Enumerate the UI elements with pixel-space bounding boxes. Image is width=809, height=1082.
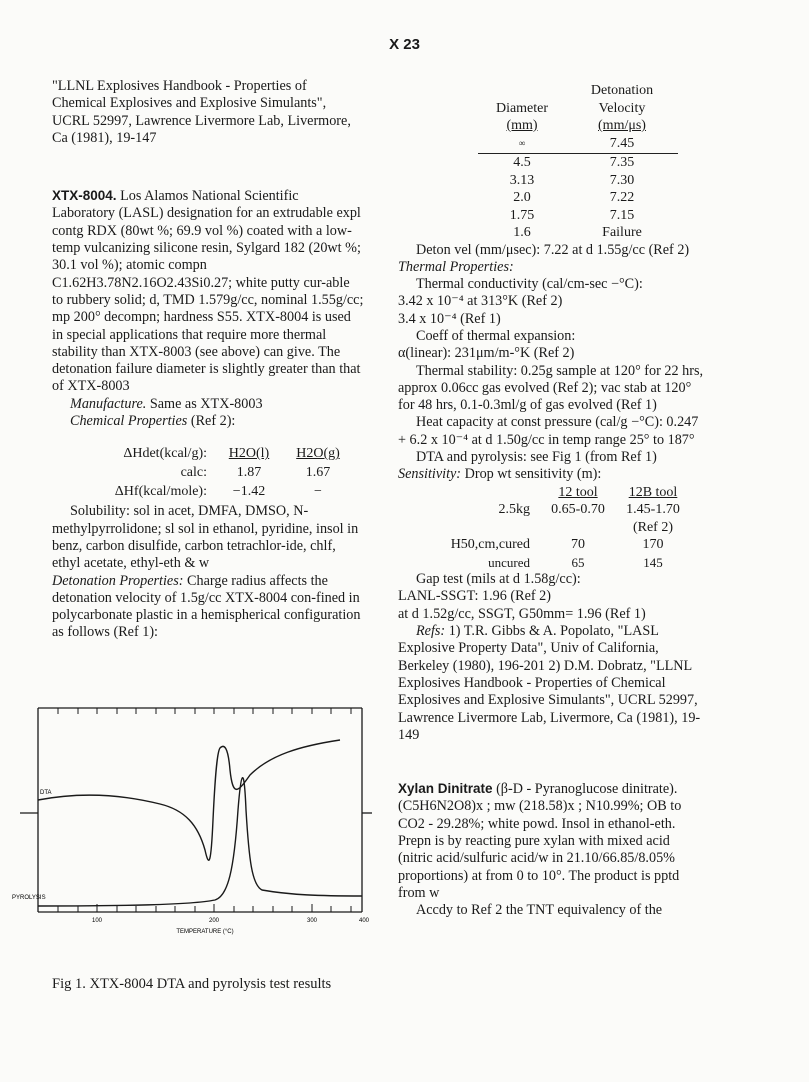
- tick-label: 300: [306, 918, 318, 924]
- header-text: Detonation: [590, 83, 654, 98]
- table-cell: 170: [642, 537, 664, 553]
- xtx-8004-entry: [52, 187, 364, 396]
- table-cell: 7.45: [609, 135, 635, 151]
- table-cell: 3.13: [509, 172, 535, 188]
- gap-test-line: Gap test (mils at d 1.58g/cc):: [416, 571, 581, 588]
- pyrolysis-curve: [38, 778, 362, 906]
- table-cell: 1.67: [305, 465, 331, 481]
- sensitivity-label: Sensitivity:: [398, 466, 462, 483]
- entry-body: Los Alamos National Scientific Laboratory (LASL) designation for an extrudable expl contg RDX (80wt %; 69.9 vol %) coated with a low-temp vulcanizing silicone resin, Sylgard 182 (20wt %; 30.1 vol %); atomic compn C1.62H3.78N2.16O2.43Si0.27; white putty cur-able to rubbery solid; d, TMD 1.579g/cc, nominal 1.55g/cc; mp 200° decompn; hardness S55. XTX-8004 is used in special applications that require more thermal stability than XTX-8003 (see above) can give. The detonation failure diameter is slightly greater than that of XTX-8003: [52, 188, 364, 395]
- pyrolysis-label: PYROLYSIS: [12, 895, 46, 901]
- dta-label: DTA: [40, 790, 52, 796]
- manufacture-text: Same as XTX-8003: [149, 395, 263, 412]
- table-row: [478, 135, 708, 153]
- tick-label: 100: [91, 918, 103, 924]
- detonation-properties-label: Detonation Properties:: [52, 572, 184, 589]
- table-cell: 7.22: [609, 190, 635, 205]
- table-row: [52, 482, 364, 501]
- dta-pyrolysis-figure: [0, 700, 372, 940]
- table-row: [478, 172, 708, 190]
- right-column: [398, 82, 708, 920]
- references-label: Refs:: [416, 623, 446, 640]
- thermal-stability-paragraph: Thermal stability: 0.25g sample at 120° for 22 hrs, approx 0.06cc gas evolved (Ref 2); vac stab at 120° for 48 hrs, 0.1-0.3ml/g of gas evolved (Ref 1): [398, 362, 704, 414]
- table-cell: 0.65-0.70: [551, 502, 605, 518]
- table-cell: 2.5kg: [498, 502, 530, 518]
- xylan-title: Xylan Dinitrate: [398, 781, 493, 797]
- x-axis-label: TEMPERATURE (°C): [176, 929, 234, 935]
- header-text: Diameter: [495, 100, 549, 116]
- table-cell: [398, 519, 542, 537]
- table-cell: 12B tool: [628, 484, 678, 500]
- lanl-ssgt-line: LANL-SSGT: 1.96 (Ref 2): [398, 588, 551, 605]
- manufacture-label: Manufacture.: [70, 395, 147, 412]
- table-header: [478, 82, 708, 135]
- tick-marks: [58, 708, 351, 912]
- table-row: [52, 463, 364, 482]
- page-number: X 23: [389, 36, 420, 53]
- table-cell: calc:: [180, 465, 207, 481]
- table-cell: ∞: [518, 137, 526, 148]
- thermal-properties-label: Thermal Properties:: [398, 258, 514, 275]
- table-cell: 65: [571, 554, 585, 570]
- sensitivity-line: [398, 466, 708, 483]
- dta-curve: [38, 740, 340, 860]
- tnt-equivalency-line: Accdy to Ref 2 the TNT equivalency of the: [416, 902, 663, 919]
- heat-capacity-paragraph: Heat capacity at const pressure (cal/g −°C): 0.247 + 6.2 x 10⁻⁴ at d 1.50g/cc in temp range 25° to 187°: [398, 414, 699, 448]
- sensitivity-text: Drop wt sensitivity (m):: [464, 466, 602, 483]
- header-unit: (mm): [506, 118, 538, 133]
- table-cell: Failure: [602, 225, 642, 240]
- thermal-conductivity-value-1: 3.42 x 10⁻⁴ at 313°K (Ref 2): [398, 293, 563, 310]
- table-cell: H50,cm,cured: [450, 537, 530, 553]
- table-cell: H2O(g): [296, 446, 340, 462]
- xylan-dinitrate-entry: [398, 780, 708, 902]
- thermal-expansion-line: Coeff of thermal expansion:: [416, 327, 576, 344]
- left-column: [52, 78, 364, 642]
- xylan-body: (β-D - Pyranoglucose dinitrate). (C5H6N2O8)x ; mw (218.58)x ; N10.99%; OB to CO2 - 29.28%; white powd. Insol in ethanol-eth. Prepn is by reacting pure xylan with mixed acid (nitric acid/sulfuric acid/w in 21.10/66.85/8.05% proportions) at from 0 to 10°. The product is pptd from w: [398, 781, 682, 901]
- table-cell: 145: [643, 554, 663, 570]
- thermal-conductivity-value-2: 3.4 x 10⁻⁴ (Ref 1): [398, 310, 501, 327]
- ssgt-line: at d 1.52g/cc, SSGT, G50mm= 1.96 (Ref 1): [398, 605, 646, 622]
- table-cell: −1.42: [232, 484, 266, 500]
- table-row: [398, 554, 708, 572]
- tick-label: 200: [208, 918, 220, 924]
- detonation-properties-paragraph: [52, 573, 364, 642]
- figure-caption: Fig 1. XTX-8004 DTA and pyrolysis test results: [52, 976, 332, 992]
- detonation-velocity-table: [478, 82, 708, 242]
- references-text: 1) T.R. Gibbs & A. Popolato, "LASL Explosive Property Data", Univ of California, Berkeley (1980), 196-201 2) D.M. Dobratz, "LLNL Explosives Handbook - Properties of Chemical Explosives and Explosive Simulants", UCRL 52997, Lawrence Livermore Lab, Livermore, Ca (1981), 19-149: [398, 623, 701, 743]
- dta-pyrolysis-plot: [0, 700, 372, 940]
- table-cell: 7.15: [609, 207, 635, 223]
- table-row: [52, 444, 364, 463]
- tick-label: 400: [358, 918, 370, 924]
- heat-of-detonation-table: [52, 444, 364, 501]
- table-cell: −: [314, 484, 322, 500]
- drop-weight-table: [398, 484, 708, 572]
- manufacture-line: [52, 396, 364, 413]
- references-paragraph: [398, 623, 708, 744]
- thermal-conductivity-line: Thermal conductivity (cal/cm-sec −°C):: [416, 276, 643, 293]
- table-row: [398, 536, 708, 554]
- detonation-velocity-line: Deton vel (mm/μsec): 7.22 at d 1.55g/cc (Ref 2): [416, 241, 690, 258]
- table-cell: H2O(l): [228, 446, 270, 462]
- chemical-properties-label: Chemical Properties: [70, 413, 188, 430]
- table-cell: ΔHf(kcal/mole):: [114, 484, 207, 500]
- dta-pyrolysis-line: DTA and pyrolysis: see Fig 1 (from Ref 1): [416, 449, 657, 466]
- table-cell: 1.6: [513, 225, 531, 240]
- chemical-properties-line: [52, 413, 364, 430]
- header-text: Velocity: [598, 100, 646, 116]
- diameter-header: [478, 100, 566, 135]
- table-cell: 7.35: [609, 155, 635, 170]
- table-cell: 7.30: [609, 172, 635, 188]
- solubility-paragraph: Solubility: sol in acet, DMFA, DMSO, N-methylpyrrolidone; sl sol in ethanol, pyridine, insol in benz, carbon disulfide, carbon tetrachlor-ide, chlf, ethyl acetate, ethyl-eth & w: [52, 503, 359, 572]
- reference-continuation: "LLNL Explosives Handbook - Properties of Chemical Explosives and Explosive Simulants", UCRL 52997, Lawrence Livermore Lab, Livermore, Ca (1981), 19-147: [52, 78, 351, 146]
- table-row: [478, 189, 708, 207]
- table-row: [478, 224, 708, 242]
- table-cell: (Ref 2): [632, 519, 674, 535]
- table-row: [478, 207, 708, 225]
- table-cell: 1.45-1.70: [626, 502, 680, 518]
- detonation-properties-text: Charge radius affects the detonation velocity of 1.5g/cc XTX-8004 con-fined in polycarbonate plastic in a hemispherical configuration as follows (Ref 1):: [52, 572, 361, 641]
- table-row: [398, 519, 708, 537]
- table-row: [398, 501, 708, 519]
- table-row: [398, 484, 708, 502]
- table-cell: [542, 519, 614, 537]
- table-cell: [398, 484, 542, 502]
- table-row: [478, 154, 708, 172]
- table-cell: 12 tool: [558, 484, 598, 500]
- thermal-expansion-value: α(linear): 231μm/m-°K (Ref 2): [398, 345, 575, 362]
- table-cell: ΔHdet(kcal/g):: [123, 446, 207, 462]
- chemical-properties-ref: (Ref 2):: [190, 413, 236, 430]
- entry-title: XTX-8004.: [52, 188, 117, 204]
- table-cell: 4.5: [513, 155, 531, 170]
- velocity-header: [566, 82, 678, 135]
- table-cell: 70: [571, 537, 585, 553]
- table-cell: uncured: [488, 554, 530, 570]
- header-unit: (mm/μs): [598, 118, 646, 133]
- table-cell: 2.0: [513, 190, 531, 205]
- table-cell: 1.75: [509, 207, 535, 223]
- table-cell: 1.87: [236, 465, 262, 481]
